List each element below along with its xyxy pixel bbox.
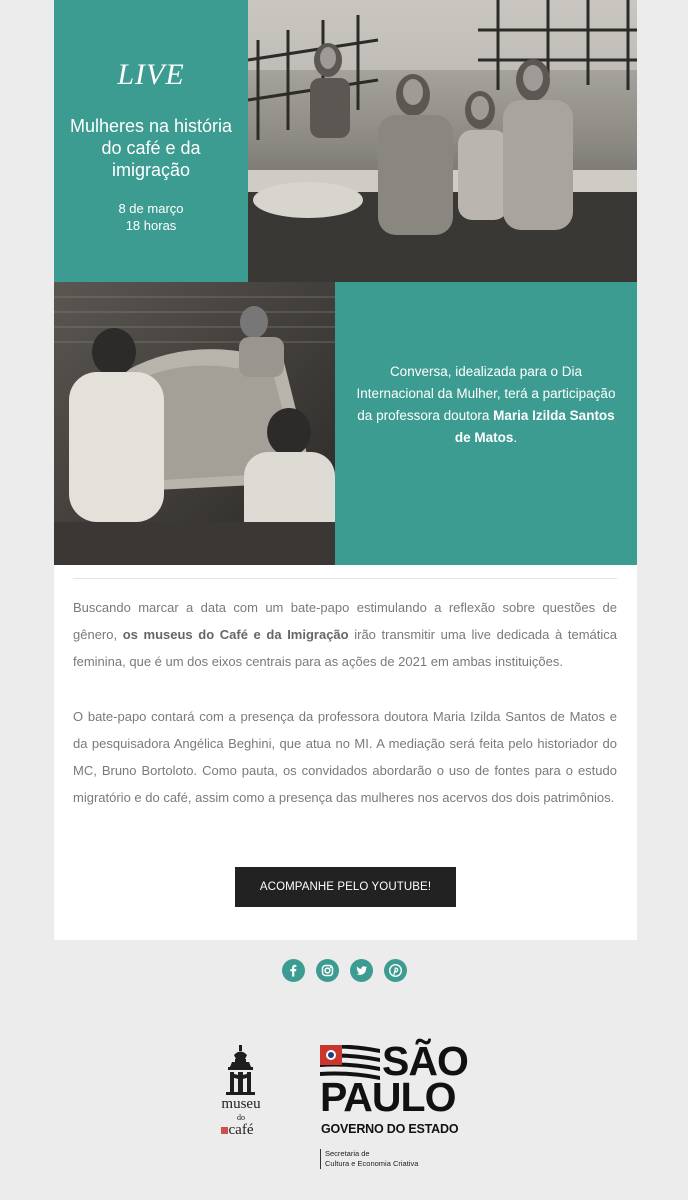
secretaria-text: [320, 1149, 418, 1169]
live-label: LIVE: [117, 58, 185, 91]
youtube-button[interactable]: ACOMPANHE PELO YOUTUBE!: [235, 867, 456, 907]
divider: [73, 578, 617, 579]
event-title: Mulheres na história do café e da imigração: [69, 116, 233, 180]
hero-panel: [54, 0, 248, 282]
p1-bold: os museus do Café e da Imigração: [122, 627, 349, 642]
secretaria-line-1: Secretaria de: [325, 1149, 370, 1158]
coffee-sorting-photo: [54, 282, 335, 565]
do-text: do: [237, 1113, 245, 1122]
guest-name: Maria Izilda Santos de Matos: [454, 408, 615, 445]
dormitory-photo: [248, 0, 637, 282]
intro-text: [355, 361, 617, 449]
sao-paulo-government-logo: [320, 1038, 480, 1173]
paragraph-1: [73, 594, 617, 675]
sao-text: SÃO: [382, 1038, 468, 1084]
intro-row: [54, 282, 637, 565]
facebook-icon[interactable]: [282, 959, 305, 982]
event-datetime: [54, 200, 248, 234]
museu-do-cafe-logo: [210, 1045, 272, 1140]
content-section: [54, 565, 637, 940]
hero-row: [54, 0, 637, 282]
social-links: [0, 959, 688, 982]
twitter-icon[interactable]: [350, 959, 373, 982]
event-date: 8 de março: [118, 201, 184, 216]
paragraph-2: O bate-papo contará com a presença da professora doutora Maria Izilda Santos de Matos e da pesquisadora Angélica Beghini, que atua no MI. A mediação será feita pelo historiador do MC, Bruno Bortoloto. Como pauta, os convidados abordarão o uso de fontes para o estudo migratório e do café, assim como a presença das mulheres nos acervos dos dois patrimônios.: [73, 709, 617, 805]
cafe-text: café: [228, 1122, 254, 1138]
intro-sentence: Conversa, idealizada para o Dia Internacional da Mulher, terá a participação da professora doutora: [356, 364, 616, 423]
governo-text: GOVERNO DO ESTADO: [321, 1122, 459, 1136]
secretaria-line-2: Cultura e Economia Criativa: [325, 1159, 419, 1168]
intro-panel: [335, 282, 637, 565]
email-container: [54, 0, 637, 940]
p1-text-end: irão transmitir uma live dedicada à temática feminina, que é um dos eixos centrais para as ações de 2021 em ambas instituições.: [73, 627, 617, 669]
p1-text-start: Buscando marcar a data com um bate-papo estimulando a reflexão sobre questões de gênero,: [73, 600, 617, 642]
pinterest-icon[interactable]: [384, 959, 407, 982]
instagram-icon[interactable]: [316, 959, 339, 982]
paulo-text: PAULO: [320, 1074, 456, 1120]
intro-period: .: [513, 430, 518, 445]
event-time: 18 horas: [125, 218, 177, 233]
museu-text: museu: [221, 1096, 261, 1112]
